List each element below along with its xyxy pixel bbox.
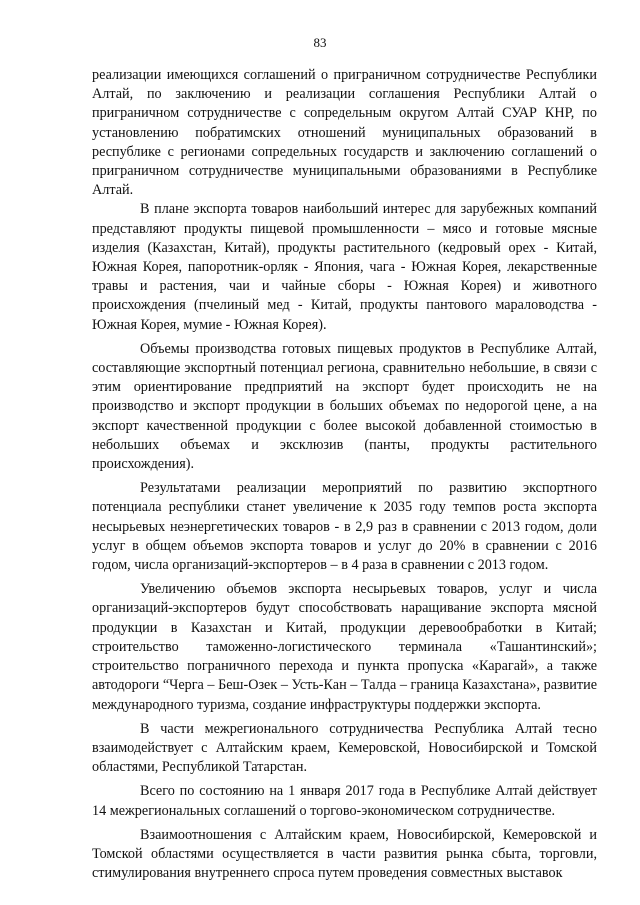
paragraph-interregional-agreements-count: Всего по состоянию на 1 января 2017 года в Республике Алтай действует 14 межрегиональных соглашений о торгово-экономическом сотрудничестве. [92, 783, 597, 819]
paragraph-regional-relations: Взаимоотношения с Алтайским краем, Новосибирской, Кемеровской и Томской областями осуществляется в части развития рынка сбыта, торговли, стимулирования внутреннего спроса путем проведения совместных выставок [92, 826, 597, 882]
paragraph-interregional-cooperation: В части межрегионального сотрудничества Республика Алтай тесно взаимодействует с Алтайским краем, Кемеровской, Новосибирской и Томской областями, Республикой Татарстан. [92, 720, 597, 776]
page-number: 83 [313, 35, 327, 50]
paragraph-export-results: Результатами реализации мероприятий по развитию экспортного потенциала республики станет увеличение к 2035 году темпов роста экспорта несырьевых неэнергетических товаров - в 2,9 раз в сравнении с 2013 годом, доли услуг в общем объемов экспорта товаров и услуг до 20% в сравнении с 2016 годом, числа организаций-экспортеров – в 4 раза в сравнении с 2013 годом. [92, 480, 597, 574]
paragraph-export-growth-measures: Увеличению объемов экспорта несырьевых товаров, услуг и числа организаций-экспортеров будут способствовать наращивание экспорта мясной продукции в Казахстан и Китай, продукции деревообработки в Китай; строительство таможенно-логистического терминала «Ташантинский»; строительство пограничного перехода и пункта пропуска «Карагай», а также автодороги “Черга – Беш-Озек – Усть-Кан – Талда – граница Казахстана», развитие международного туризма, создание инфраструктуры поддержки экспорта. [92, 581, 597, 713]
paragraph-export-interest: В плане экспорта товаров наибольший интерес для зарубежных компаний представляют продукты пищевой промышленности – мясо и готовые мясные изделия (Казахстан, Китай), продукты растительного (кедровый орех - Китай, Южная Корея, папоротник-орляк - Япония, чага - Южная Корея, лекарственные травы и растения, чаи и чайные сборы - Южная Корея) и животного происхождения (пчелиный мед - Китай, продукты пантового мараловодства - Южная Корея, мумие - Южная Корея). [92, 201, 597, 333]
paragraph-production-volumes: Объемы производства готовых пищевых продуктов в Республике Алтай, составляющие экспортный потенциал региона, сравнительно небольшие, в связи с этим ориентирование предприятий на экспорт будет происходить не на производство и экспорт продукции в больших объемах по недорогой цене, а на экспорт качественной продукции с более высокой добавленной стоимостью в небольших объемах и эксклюзив (панты, продукты растительного происхождения). [92, 340, 597, 473]
document-body [92, 66, 597, 883]
paragraph-cross-border-agreements: реализации имеющихся соглашений о приграничном сотрудничестве Республики Алтай, по заключению и реализации соглашения Республики Алтай о приграничном сотрудничестве с сопредельным округом Алтай СУАР КНР, по установлению побратимских отношений муниципальных образований в республике с регионами сопредельных государств и заключению соглашений о приграничном сотрудничестве муниципальными образованиями в Республике Алтай. [92, 67, 597, 199]
